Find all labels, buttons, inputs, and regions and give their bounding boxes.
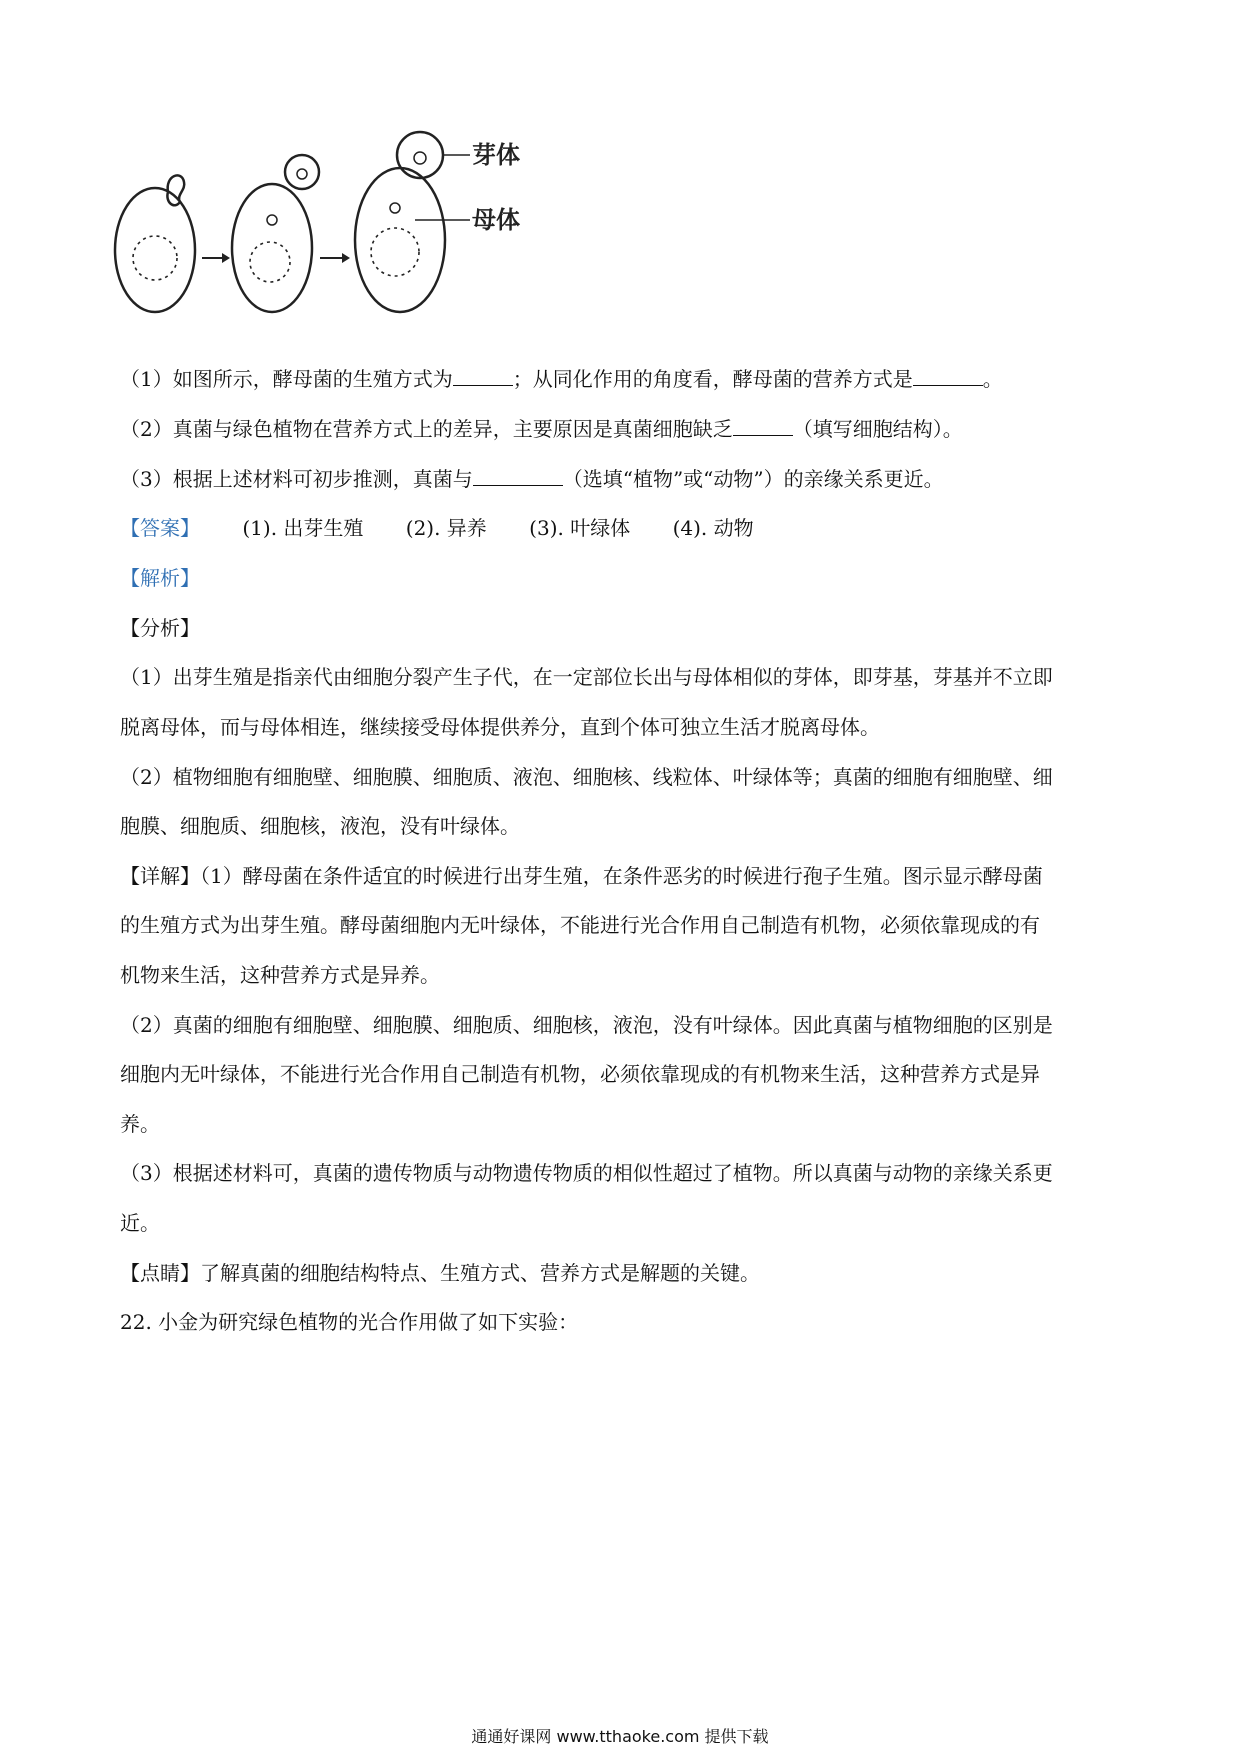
answer-item-1: (1). 出芽生殖: [242, 516, 364, 540]
label-bud: 芽体: [472, 141, 520, 169]
answer-label: 【答案】: [120, 516, 200, 540]
yeast-cell-2: [232, 184, 312, 312]
answer-item-3: (3). 叶绿体: [529, 516, 631, 540]
xiangjie-paragraph-2b: 细胞内无叶绿体，不能进行光合作用自己制造有机物，必须依靠现成的有机物来生活，这种营养方式是异: [120, 1062, 1040, 1086]
fenxi-label: 【分析】: [120, 616, 200, 640]
question-1: （1）如图所示，酵母菌的生殖方式为 ；从同化作用的角度看，酵母菌的营养方式是 。: [120, 367, 1003, 391]
answer-row: [120, 503, 1130, 553]
blank-4: [473, 467, 563, 486]
fenxi-paragraph-2b: 胞膜、细胞质、细胞核，液泡，没有叶绿体。: [120, 814, 520, 838]
blank-1: [453, 367, 513, 386]
question-2: （2）真菌与绿色植物在营养方式上的差异，主要原因是真菌细胞缺乏 （填写细胞结构）。: [120, 417, 963, 441]
xiangjie-paragraph-1c: 机物来生活，这种营养方式是异养。: [120, 963, 440, 987]
xiangjie-paragraph-1a: 【详解】（1）酵母菌在条件适宜的时候进行出芽生殖，在条件恶劣的时候进行孢子生殖。图示显示酵母菌: [120, 864, 1043, 888]
yeast-cell-3: [355, 168, 445, 312]
fenxi-paragraph-1a: （1）出芽生殖是指亲代由细胞分裂产生子代，在一定部位长出与母体相似的芽体，即芽基，芽基并不立即: [120, 665, 1053, 689]
question-22: 22. 小金为研究绿色植物的光合作用做了如下实验：: [120, 1310, 579, 1334]
bud-medium: [285, 155, 319, 189]
yeast-cell-1: [115, 188, 195, 312]
blank-3: [733, 417, 793, 436]
dianjing-paragraph: 【点睛】了解真菌的细胞结构特点、生殖方式、营养方式是解题的关键。: [120, 1261, 760, 1285]
analysis-label: 【解析】: [120, 566, 200, 590]
blank-2: [913, 367, 983, 386]
yeast-budding-figure: [110, 130, 630, 345]
xiangjie-paragraph-3b: 近。: [120, 1211, 160, 1235]
xiangjie-paragraph-2c: 养。: [120, 1112, 160, 1136]
bud-small-1: [167, 175, 184, 205]
answer-item-2: (2). 异养: [405, 516, 487, 540]
bud-large: [397, 132, 443, 178]
xiangjie-paragraph-2a: （2）真菌的细胞有细胞壁、细胞膜、细胞质、细胞核，液泡，没有叶绿体。因此真菌与植物细胞的区别是: [120, 1013, 1053, 1037]
answer-item-4: (4). 动物: [672, 516, 754, 540]
footer-source: 通通好课网 www.tthaoke.com 提供下载: [471, 1727, 769, 1746]
fenxi-paragraph-1b: 脱离母体，而与母体相连，继续接受母体提供养分，直到个体可独立生活才脱离母体。: [120, 715, 880, 739]
dianjing-label: 【点睛】: [120, 1261, 200, 1285]
question-3: （3）根据上述材料可初步推测，真菌与 （选填“植物”或“动物”）的亲缘关系更近。: [120, 467, 944, 491]
xiangjie-paragraph-1b: 的生殖方式为出芽生殖。酵母菌细胞内无叶绿体，不能进行光合作用自己制造有机物，必须依靠现成的有: [120, 913, 1040, 937]
xiangjie-label: 【详解】: [120, 864, 200, 888]
label-mother: 母体: [472, 206, 520, 234]
fenxi-paragraph-2a: （2）植物细胞有细胞壁、细胞膜、细胞质、液泡、细胞核、线粒体、叶绿体等；真菌的细胞有细胞壁、细: [120, 765, 1053, 789]
xiangjie-paragraph-3a: （3）根据述材料可，真菌的遗传物质与动物遗传物质的相似性超过了植物。所以真菌与动物的亲缘关系更: [120, 1161, 1053, 1185]
